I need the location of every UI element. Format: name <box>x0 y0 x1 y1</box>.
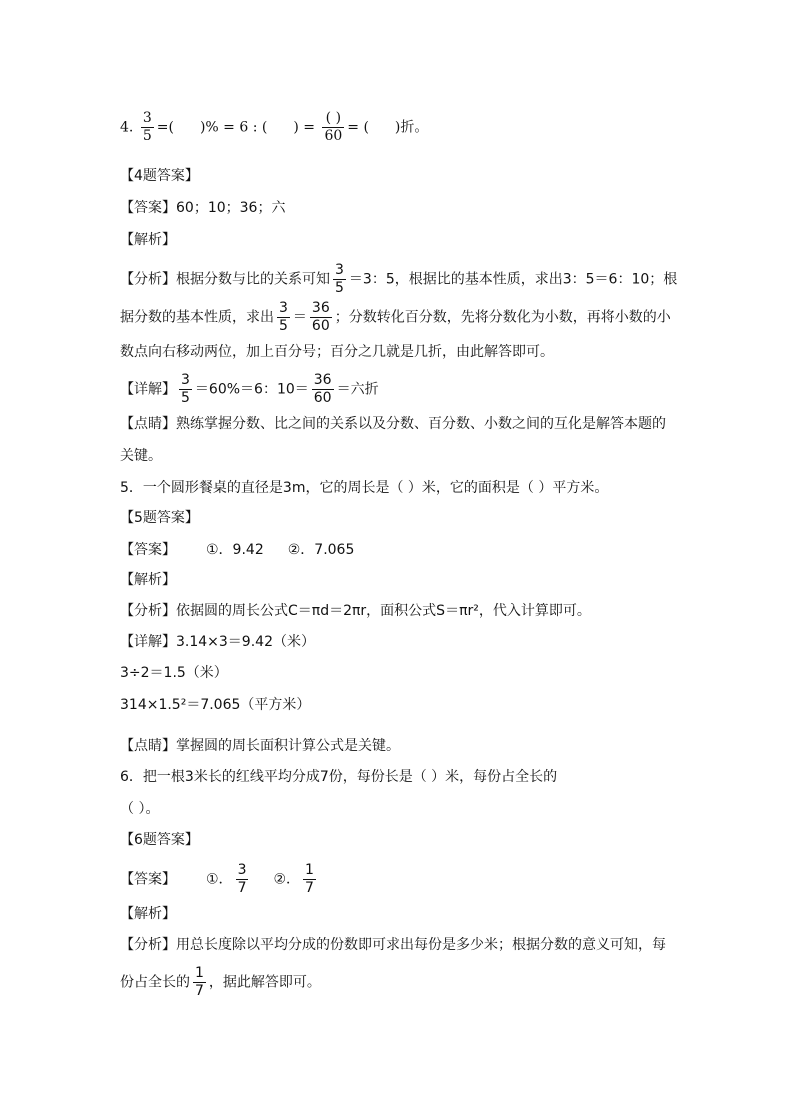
q4-fenxi-fraction: $\frac{3}{5}$ <box>335 262 344 296</box>
q6-answer-title: 【6题答案】 <box>120 832 199 848</box>
q4-answer: 【答案】60；10；36；六 <box>120 200 286 216</box>
q4-number: 4. <box>120 119 134 136</box>
q4-xiangjie: 【详解】 $\frac{3}{5}$ ＝60%＝6：10＝ $\frac{36}{60}$ ＝六折 <box>120 372 379 406</box>
q4-answer-title: 【4题答案】 <box>120 168 199 184</box>
q4-jiexi: 【解析】 <box>120 232 176 248</box>
q4-fenxi-line3: 数点向右移动两位，加上百分号；百分之几就是几折，由此解答即可。 <box>120 344 554 360</box>
q4-fraction-blank-60: $\frac{( )}{60}$ <box>324 110 343 144</box>
q6-jiexi: 【解析】 <box>120 906 176 922</box>
q4-fenxi-line2: 据分数的基本性质，求出 $\frac{3}{5}$ ＝ $\frac{36}{60}$ ；分数转化百分数，先将分数化为小数，再将小数的小 <box>120 300 671 334</box>
q5-answer-2: ②．7.065 <box>287 542 355 558</box>
q4-xiangjie-fraction: $\frac{3}{5}$ <box>181 372 190 406</box>
q6-stem-line2: （ ）。 <box>120 801 160 817</box>
q5-answer: 【答案】 ①．9.42 ②．7.065 <box>120 542 355 558</box>
q4-fraction-3-5: $\frac{3}{5}$ <box>142 110 152 144</box>
q4-fenxi-fraction-3: $\frac{36}{60}$ <box>311 300 330 334</box>
q6-answer-fraction-1: $\frac{3}{7}$ <box>237 862 247 896</box>
q5-jiexi: 【解析】 <box>120 572 176 588</box>
q6-fenxi-fraction: $\frac{1}{7}$ <box>195 965 204 999</box>
q5-dianjing: 【点睛】掌握圆的周长面积计算公式是关键。 <box>120 738 400 754</box>
q4-stem: 4. $\frac{3}{5}$ =( )% = 6 : ( ) = $\frac{( )}{60}$ = ( )折。 <box>120 110 429 144</box>
q4-fenxi-line1: 【分析】根据分数与比的关系可知 $\frac{3}{5}$ ＝3：5，根据比的基本性质，求出3：5＝6：10；根 <box>120 262 678 296</box>
q4-xiangjie-fraction-2: $\frac{36}{60}$ <box>313 372 332 406</box>
q4-dianjing-line1: 【点睛】熟练掌握分数、比之间的关系以及分数、百分数、小数之间的互化是解答本题的 <box>120 416 666 432</box>
q5-xiangjie-3: 314×1.5²＝7.065（平方米） <box>120 697 311 713</box>
q6-fenxi-line1: 【分析】用总长度除以平均分成的份数即可求出每份是多少米；根据分数的意义可知，每 <box>120 937 666 953</box>
q5-answer-title: 【5题答案】 <box>120 510 199 526</box>
q5-xiangjie-2: 3÷2＝1.5（米） <box>120 665 228 681</box>
q4-fenxi-fraction-2: $\frac{3}{5}$ <box>279 300 288 334</box>
q6-fenxi-line2: 份占全长的 $\frac{1}{7}$ ，据此解答即可。 <box>120 965 321 999</box>
q6-stem-line1: 6．把一根3米长的红线平均分成7份，每份长是（ ）米，每份占全长的 <box>120 769 558 785</box>
q6-answer-fraction-2: $\frac{1}{7}$ <box>305 862 314 896</box>
q6-answer: 【答案】 ①． $\frac{3}{7}$ ②． $\frac{1}{7}$ <box>120 862 314 896</box>
q4-dianjing-line2: 关键。 <box>120 448 162 464</box>
q5-fenxi: 【分析】依据圆的周长公式C＝πd＝2πr，面积公式S＝πr²，代入计算即可。 <box>120 603 591 619</box>
q5-xiangjie-1: 【详解】3.14×3＝9.42（米） <box>120 634 315 650</box>
q5-answer-1: ①．9.42 <box>206 542 264 558</box>
q5-stem: 5．一个圆形餐桌的直径是3m，它的周长是（ ）米，它的面积是（ ）平方米。 <box>120 480 609 496</box>
